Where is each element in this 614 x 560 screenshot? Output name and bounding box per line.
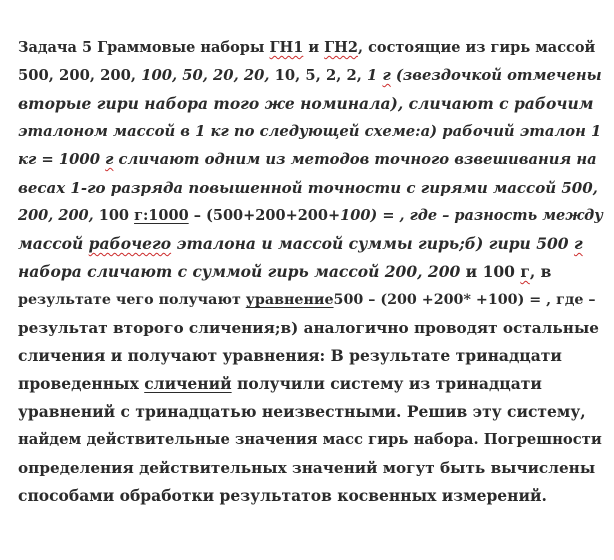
text-line-17: способами обработки результатов косвенных измерений. (18, 486, 547, 505)
text-line-10: результате чего получают уравнение500 – (200 +200* +100) = , где – (18, 292, 596, 308)
text-line-5: кг = 1000 г сличают одним из методов точного взвешивания на (18, 151, 597, 168)
text-line-2: 500, 200, 200, 100, 50, 20, 20, 10, 5, 2, 2, 1 г (звездочкой отмечены (18, 67, 602, 84)
spellcheck-word: ГН2 (324, 39, 358, 56)
text-line-8: массой рабочего эталона и массой суммы гирь;б) гири 500 г (18, 234, 583, 253)
underlined-text: г:1000 (134, 207, 189, 224)
underlined-text: сличений (144, 374, 232, 393)
text-line-1: Задача 5 Граммовые наборы ГН1 и ГН2, состоящие из гирь массой (18, 39, 596, 56)
spellcheck-word: рабочего (88, 234, 172, 253)
text-line-13: проведенных сличений получили систему из тринадцати (18, 374, 542, 393)
text-line-4: эталоном массой в 1 кг по следующей схеме:а) рабочий эталон 1 (18, 123, 602, 140)
task-paragraph (18, 34, 603, 510)
spellcheck-word: г (573, 234, 583, 253)
spellcheck-word: г (105, 151, 114, 168)
spellcheck-word: ГН1 (269, 39, 304, 56)
text-line-3: вторые гири набора того же номинала), сличают с рабочим (18, 94, 594, 113)
text-line-11: результат второго сличения;в) аналогично проводят остальные (18, 319, 599, 337)
underlined-text: уравнение (245, 292, 334, 308)
text-line-7: 200, 200, 100 г:1000 – (500+200+200+100) = , где – разность между (18, 207, 603, 224)
text-line-15: найдем действительные значения масс гирь набора. Погрешности (18, 431, 602, 448)
spellcheck-word: г (520, 262, 530, 281)
text-line-12: сличения и получают уравнения: В результате тринадцати (18, 346, 562, 365)
text-line-14: уравнений с тринадцатью неизвестными. Решив эту систему, (18, 402, 586, 421)
text-line-16: определения действительных значений могут быть вычислены (18, 459, 596, 477)
spellcheck-word: г (382, 67, 391, 84)
text-line-6: весах 1-го разряда повышенной точности с гирями массой 500, (18, 179, 598, 197)
text-line-9: набора сличают с суммой гирь массой 200, 200 и 100 г, в (18, 262, 552, 281)
